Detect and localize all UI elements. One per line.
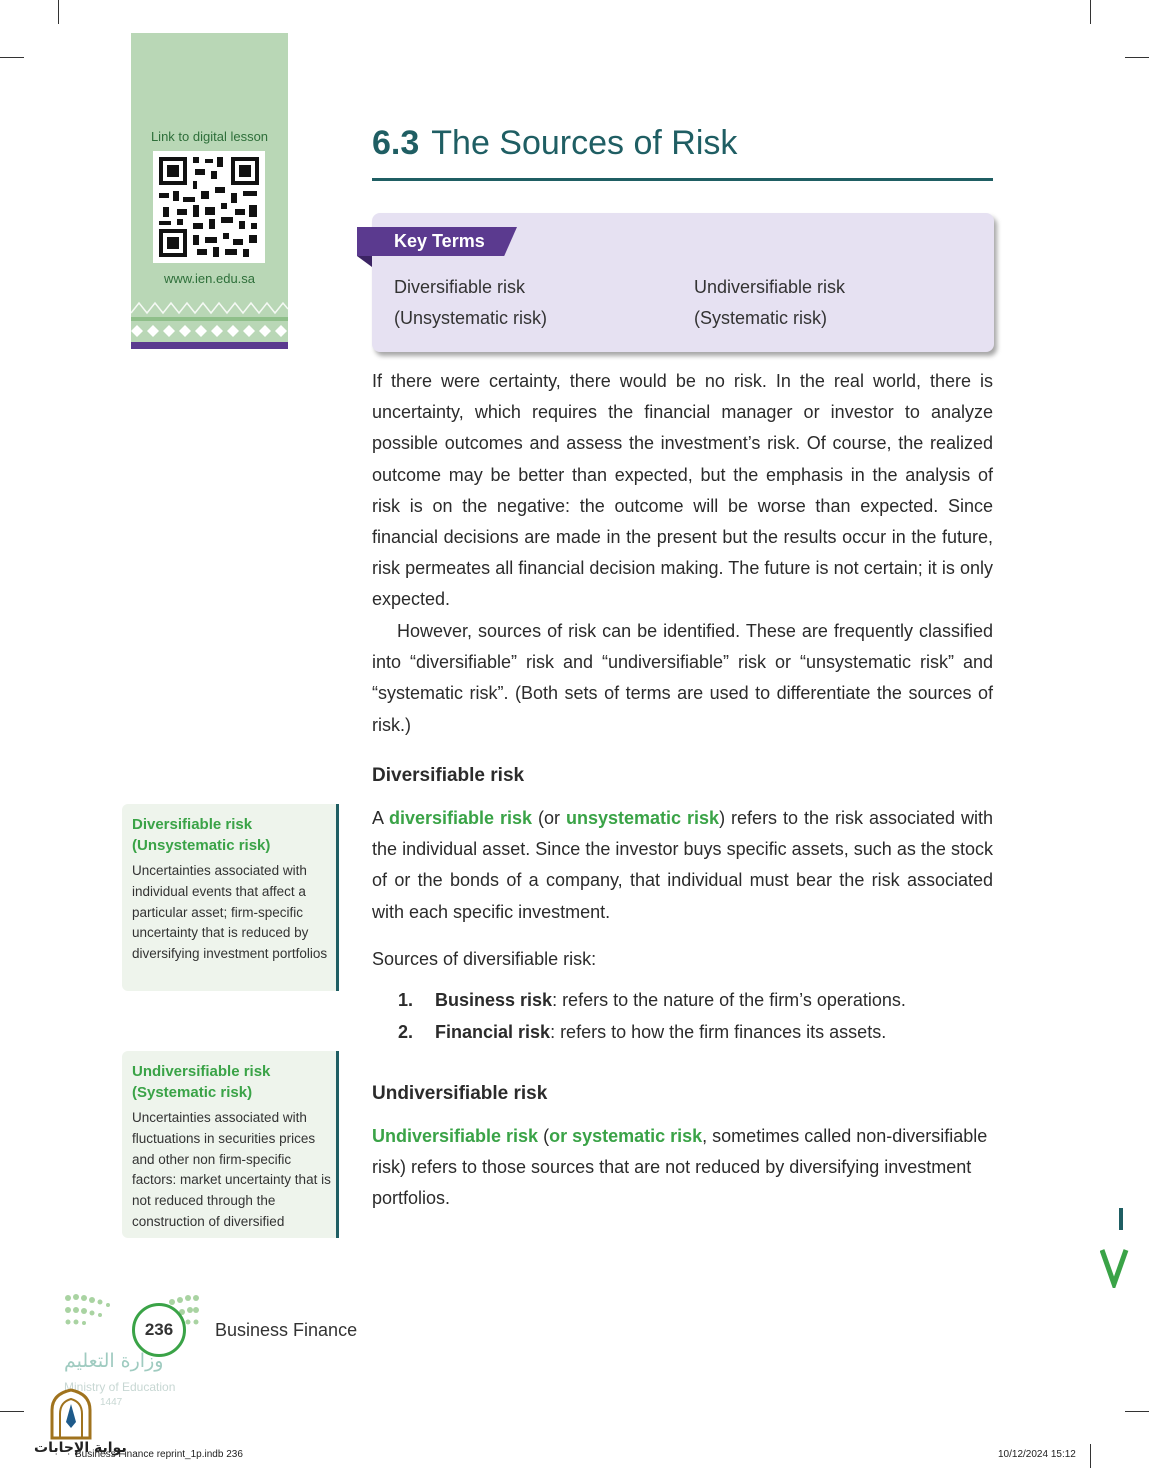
diversifiable-paragraph bbox=[372, 803, 993, 928]
key-term-diversifiable bbox=[394, 272, 547, 334]
adjacent-page-fragment bbox=[1119, 1208, 1123, 1230]
purple-bar bbox=[131, 342, 288, 349]
crop-mark bbox=[0, 1411, 24, 1412]
term-highlight: or systematic risk bbox=[549, 1126, 703, 1146]
website-url[interactable]: www.ien.edu.sa bbox=[163, 271, 256, 286]
key-terms-label: Key Terms bbox=[394, 231, 485, 251]
key-term-undiversifiable bbox=[694, 272, 845, 334]
glossary-title: Diversifiable risk (Unsystematic risk) bbox=[132, 816, 271, 854]
text-run: ( bbox=[538, 1126, 550, 1146]
crop-mark bbox=[0, 57, 24, 58]
watermark-logo bbox=[48, 1388, 94, 1440]
watermark-arabic: بوابة الإجابات bbox=[34, 1440, 127, 1456]
page-number: 236 bbox=[132, 1303, 186, 1357]
glossary-text: Uncertainties associated with fluctuations in securities prices and other non firm-specific factors: market uncertainty that is not reduced through the construction of diversified bbox=[132, 1110, 331, 1229]
glossary-box bbox=[122, 1051, 339, 1238]
text-run: ) refers to the risk associated with the individual asset. Since the investor buys specific assets, such as the stock of or the bonds of a company, that individual must bear the risk associated with each specific investment. bbox=[372, 808, 994, 922]
ministry-name-arabic: وزارة التعليم bbox=[64, 1350, 164, 1372]
adjacent-page-fragment bbox=[1100, 1248, 1130, 1288]
list-term: Business risk bbox=[435, 990, 553, 1010]
intro-paragraph-1: If there were certainty, there would be no risk. In the real world, there is uncertainty, which requires the financial manager or investor to analyze possible outcomes and assess the investment’s risk. Of course, the realized outcome may be better than expected, but the emphasis in the analysis of risk is on the negative: the outcome will be worse than expected. Since financial decisions are made in the present but the results occur in the future, risk permeates all financial decision making. The future is not certain; it is only expected. bbox=[372, 371, 993, 610]
term-highlight: diversifiable risk bbox=[389, 808, 533, 828]
ministry-name-english: Ministry of Education bbox=[64, 1380, 176, 1394]
list-number: 2. bbox=[398, 1022, 414, 1042]
crop-mark bbox=[1125, 57, 1149, 58]
section-number: 6.3 bbox=[372, 124, 420, 162]
key-term-line: (Systematic risk) bbox=[694, 308, 828, 328]
print-slug-date: 10/12/2024 15:12 bbox=[998, 1449, 1076, 1460]
glossary-title: Undiversifiable risk (Systematic risk) bbox=[132, 1063, 271, 1101]
crop-mark bbox=[1090, 0, 1091, 24]
term-highlight: Undiversifiable risk bbox=[372, 1126, 539, 1146]
term-highlight: unsystematic risk bbox=[566, 808, 720, 828]
key-term-line: (Unsystematic risk) bbox=[394, 308, 548, 328]
intro-paragraph-2: However, sources of risk can be identified. These are frequently classified into “diversifiable” risk and “undiversifiable” risk or “unsystematic risk” and “systematic risk”. (Both sets of terms are used to differentiate the sources of risk.) bbox=[372, 621, 993, 735]
print-slug-file: Business Finance reprint_1p.indb 236 bbox=[75, 1449, 243, 1460]
qr-code[interactable] bbox=[153, 151, 265, 263]
crop-mark bbox=[1125, 1411, 1149, 1412]
glossary-box bbox=[122, 804, 339, 991]
diversifiable-heading: Diversifiable risk bbox=[372, 765, 525, 786]
list-item bbox=[398, 1022, 886, 1043]
ministry-year: 1447 bbox=[100, 1397, 123, 1408]
book-title: Business Finance bbox=[215, 1320, 358, 1340]
key-terms-tab-fold bbox=[357, 256, 372, 267]
list-text: : refers to how the firm finances its assets. bbox=[550, 1022, 887, 1042]
key-term-line: Undiversifiable risk bbox=[694, 277, 846, 297]
digital-lesson-link[interactable]: Link to digital lesson bbox=[150, 129, 269, 144]
undiversifiable-heading: Undiversifiable risk bbox=[372, 1083, 548, 1104]
key-term-line: Diversifiable risk bbox=[394, 277, 526, 297]
text-run: (or bbox=[532, 808, 567, 828]
undiversifiable-paragraph bbox=[372, 1121, 993, 1215]
text-run: A bbox=[372, 808, 389, 828]
section-title bbox=[372, 124, 737, 163]
list-term: Financial risk bbox=[435, 1022, 551, 1042]
title-rule bbox=[372, 178, 993, 181]
list-item bbox=[398, 990, 906, 1011]
list-text: : refers to the nature of the firm’s operations. bbox=[552, 990, 906, 1010]
glossary-text: Uncertainties associated with individual events that affect a particular asset; firm-specific uncertainty that is reduced by diversifying investment portfolios bbox=[132, 863, 328, 962]
text-run: , sometimes called non-diversifiable risk) refers to those sources that are not reduced by diversifying investment portfolios. bbox=[372, 1126, 988, 1209]
crop-mark bbox=[1090, 1444, 1091, 1468]
sources-label: Sources of diversifiable risk: bbox=[372, 949, 597, 969]
list-number: 1. bbox=[398, 990, 414, 1010]
section-title-text: The Sources of Risk bbox=[431, 124, 738, 162]
digital-lesson-panel bbox=[131, 33, 288, 349]
decorative-pattern bbox=[131, 299, 288, 341]
crop-mark bbox=[58, 0, 59, 24]
